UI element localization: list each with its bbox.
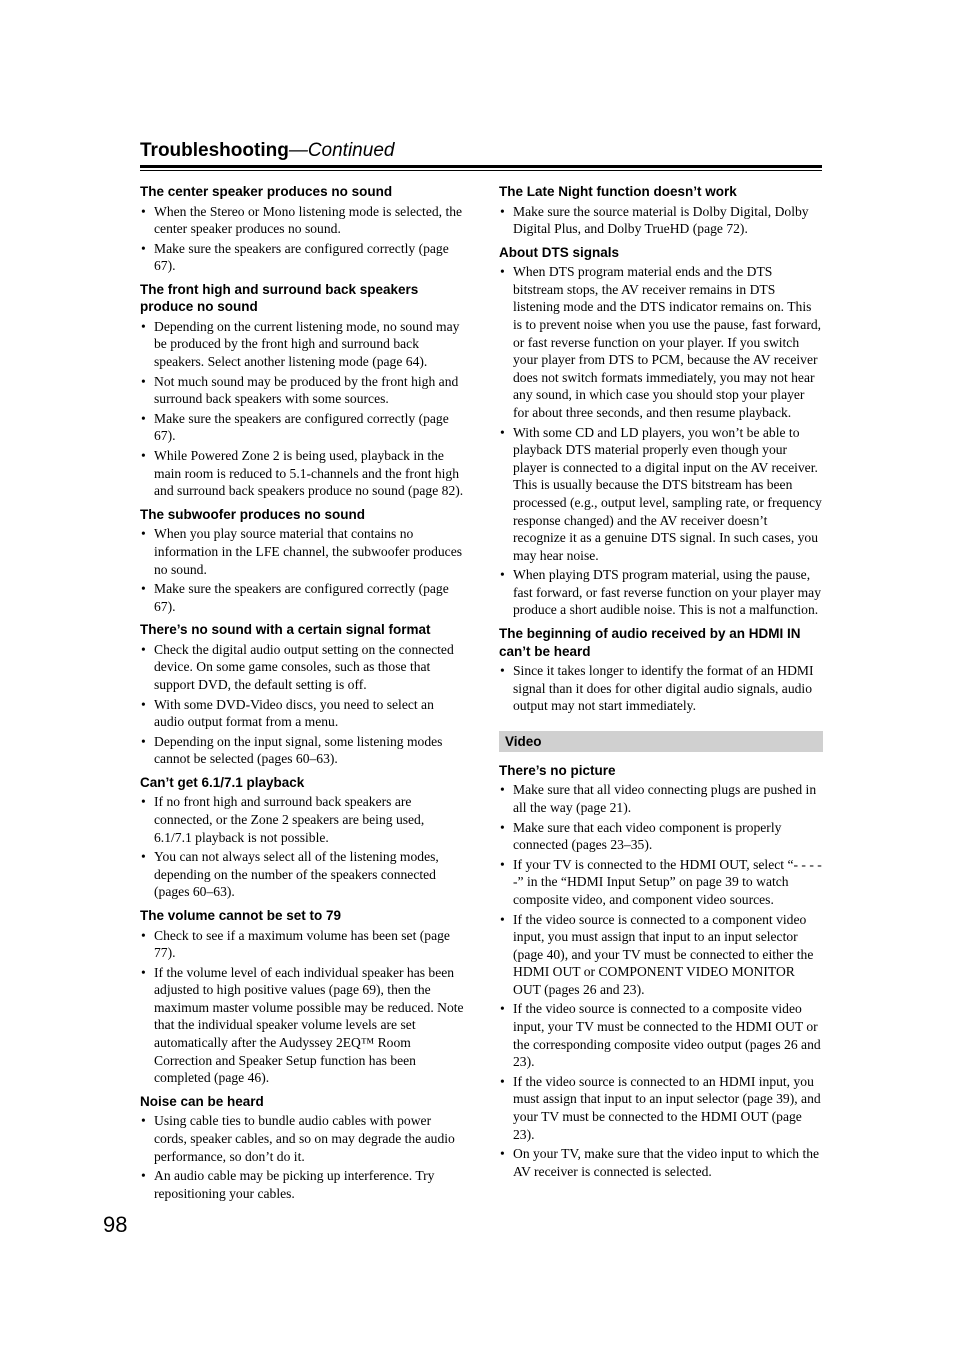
header-rule-thin <box>140 170 822 171</box>
bullet-list <box>499 662 823 715</box>
bullet-item: • Make sure the speakers are configured correctly (page 67). <box>140 240 464 275</box>
bullet-item: • If no front high and surround back speakers are connected, or the Zone 2 speakers are being used, 6.1/7.1 playback is not possible. <box>140 793 464 846</box>
topic-heading: Can’t get 6.1/7.1 playback <box>140 774 305 790</box>
bullet-item: • Since it takes longer to identify the format of an HDMI signal than it does for other digital audio signals, audio output may not start immediately. <box>499 662 823 715</box>
video-section-bar: Video <box>499 731 823 752</box>
bullet-item: • Check to see if a maximum volume has been set (page 77). <box>140 927 464 962</box>
topic-heading: There’s no sound with a certain signal format <box>140 622 431 638</box>
bullet-list <box>499 263 823 619</box>
bullet-list <box>140 1112 464 1202</box>
bullet-item: • You can not always select all of the listening modes, depending on the number of the speakers connected (pages 60–63). <box>140 848 464 901</box>
bullet-list <box>140 641 464 768</box>
bullet-item: • Make sure the speakers are configured correctly (page 67). <box>140 580 464 615</box>
bullet-item: • If the video source is connected to a component video input, you must assign that input to an input selector (page 40), and your TV must be connected to either the HDMI OUT or COMPONENT VIDEO MONITOR OUT (pages 26 and 23). <box>499 911 823 999</box>
bullet-item: • With some DVD-Video discs, you need to select an audio output format from a menu. <box>140 696 464 731</box>
bullet-item: • Using cable ties to bundle audio cables with power cords, speaker cables, and so on may degrade the audio performance, so don’t do it. <box>140 1112 464 1165</box>
bullet-item: • An audio cable may be picking up interference. Try repositioning your cables. <box>140 1167 464 1202</box>
bullet-list <box>140 927 464 1087</box>
bullet-item: • When DTS program material ends and the DTS bitstream stops, the AV receiver remains in DTS listening mode and the DTS indicator remains on. This is to prevent noise when you use the pause, fast forward, or fast reverse function on your player. If you switch your player from DTS to PCM, because the AV receiver does not switch formats immediately, you may not hear any sound, in which case you should stop your player for about three seconds, and then resume playback. <box>499 263 823 421</box>
bullet-item: • Check the digital audio output setting on the connected device. On some game consoles, such as those that support DVD, the default setting is off. <box>140 641 464 694</box>
continued-label: —Continued <box>288 140 395 161</box>
page-title <box>140 138 822 164</box>
bullet-item: • On your TV, make sure that the video input to which the AV receiver is connected is selected. <box>499 1145 823 1180</box>
page-header <box>140 138 822 164</box>
bullet-item: • Depending on the input signal, some listening modes cannot be selected (pages 60–63). <box>140 733 464 768</box>
topic-heading: The Late Night function doesn’t work <box>499 184 737 199</box>
header-rule-thick <box>140 165 822 168</box>
bullet-item: • When playing DTS program material, using the pause, fast forward, or fast reverse function on your player may produce a short audible noise. This is not a malfunction. <box>499 566 823 619</box>
bullet-item: • If the video source is connected to an HDMI input, you must assign that input to an input selector (page 39), and your TV must be connected to the HDMI OUT (page 23). <box>499 1073 823 1143</box>
bullet-item: • Not much sound may be produced by the front high and surround back speakers with some sources. <box>140 373 464 408</box>
topic-heading: The subwoofer produces no sound <box>140 506 366 522</box>
topic-heading: Noise can be heard <box>140 1093 264 1109</box>
bullet-item: • Depending on the current listening mode, no sound may be produced by the front high and surround back speakers. Select another listening mode (page 64). <box>140 318 464 371</box>
bullet-item: • With some CD and LD players, you won’t be able to playback DTS material properly even though your player is connected to a digital input on the AV receiver. This is usually because the DTS bitstream has been processed (e.g., output level, sampling rate, or frequency response changed) and the AV receiver doesn’t recognize it as a genuine DTS signal. In such cases, you may hear noise. <box>499 424 823 565</box>
bullet-list <box>140 318 464 500</box>
bullet-list <box>499 781 823 1180</box>
topic-heading: The center speaker produces no sound <box>140 184 393 199</box>
section-title: Troubleshooting <box>140 140 289 161</box>
left-column <box>140 183 464 1208</box>
bullet-list <box>140 793 464 901</box>
bullet-item: • If the volume level of each individual speaker has been adjusted to high positive values (page 69), then the maximum master volume possible may be reduced. Note that the individual speaker volume levels are set automatically after the Audyssey 2EQ™ Room Correction and Speaker Setup function has been completed (page 46). <box>140 964 464 1087</box>
topic-heading: The front high and surround back speakers produce no sound <box>140 281 419 315</box>
bullet-item: • When the Stereo or Mono listening mode is selected, the center speaker produces no sound. <box>140 203 464 238</box>
bullet-item: • Make sure the speakers are configured correctly (page 67). <box>140 410 464 445</box>
bullet-item: • Make sure that all video connecting plugs are pushed in all the way (page 21). <box>499 781 823 816</box>
bullet-list <box>140 203 464 275</box>
bullet-list <box>499 203 823 238</box>
page-number: 98 <box>103 1212 128 1237</box>
topic-heading: There’s no picture <box>499 762 616 778</box>
bullet-item: • When you play source material that contains no information in the LFE channel, the subwoofer produces no sound. <box>140 525 464 578</box>
topic-heading: The beginning of audio received by an HDMI IN can’t be heard <box>499 626 801 659</box>
bullet-item: • If your TV is connected to the HDMI OUT, select “- - - - -” in the “HDMI Input Setup” on page 39 to watch composite video, and component video sources. <box>499 856 823 909</box>
bullet-item: • Make sure that each video component is properly connected (pages 23–35). <box>499 819 823 854</box>
topic-heading: About DTS signals <box>499 244 620 260</box>
bullet-list <box>140 525 464 615</box>
right-column <box>499 183 823 1186</box>
bullet-item: • If the video source is connected to a composite video input, your TV must be connected to the HDMI OUT or the corresponding composite video output (pages 26 and 23). <box>499 1000 823 1070</box>
bullet-item: • While Powered Zone 2 is being used, playback in the main room is reduced to 5.1-channels and the front high and surround back speakers produce no sound (page 82). <box>140 447 464 500</box>
bullet-item: • Make sure the source material is Dolby Digital, Dolby Digital Plus, and Dolby TrueHD (page 72). <box>499 203 823 238</box>
topic-heading: The volume cannot be set to 79 <box>140 908 342 923</box>
